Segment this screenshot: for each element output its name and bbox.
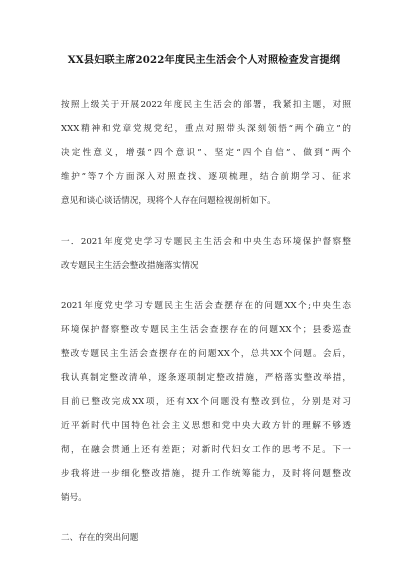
paragraph-line: 彻，在融会贯通上还有差距；对新时代妇女工作的思考不足。下一 xyxy=(61,445,351,455)
paragraph-line: 决定性意义，增强“四个意识”、坚定“四个自信”、做到“两个 xyxy=(61,148,351,158)
heading-line: 一．2021年度党史学习专题民主生活会和中央生态环境保护督察整 xyxy=(61,237,351,247)
paragraph-line: 近平新时代中国特色社会主义思想和党中央大政方针的理解不够透 xyxy=(61,421,351,431)
paragraph-line: 步我将进一步细化整改措施，提升工作统筹能力，及时将问题整改 xyxy=(61,469,351,479)
paragraph-line: 我认真制定整改清单，逐条逐项制定整改措施，严格落实整改举措， xyxy=(61,373,351,383)
paragraph-line: 目前已整改完成XX项，还有XX个问题没有整改到位，分别是对习 xyxy=(61,397,351,407)
paragraph-line: 2021年度党史学习专题民主生活会查摆存在的问题XX个;中央生态 xyxy=(61,301,351,311)
heading-line: 改专题民主生活会整改措施落实情况 xyxy=(61,261,199,271)
paragraph-line: 按照上级关于开展2022年度民主生活会的部署，我紧扣主题，对照 xyxy=(61,100,351,110)
paragraph-line: XXX精神和党章党规党纪，重点对照带头深刻领悟“两个确立”的 xyxy=(61,124,351,134)
paragraph-line: 意见和谈心谈话情况，现将个人存在问题检视剖析如下。 xyxy=(61,196,276,206)
paragraph-line: 环境保护督察整改专题民主生活会查摆存在的问题XX个；县委巡查 xyxy=(61,325,351,335)
section-2-heading: 二、存在的突出问题 xyxy=(61,533,139,543)
paragraph-line: 维护”等7个方面深入对照查找、逐项梳理，结合前期学习、征求 xyxy=(61,172,351,182)
paragraph-line: 销号。 xyxy=(61,493,87,503)
document-title: XX县妇联主席2022年度民主生活会个人对照检查发言提纲 xyxy=(67,54,341,66)
paragraph-line: 整改专题民主生活会查摆存在的问题XX个，总共XX个问题。会后， xyxy=(61,349,351,359)
